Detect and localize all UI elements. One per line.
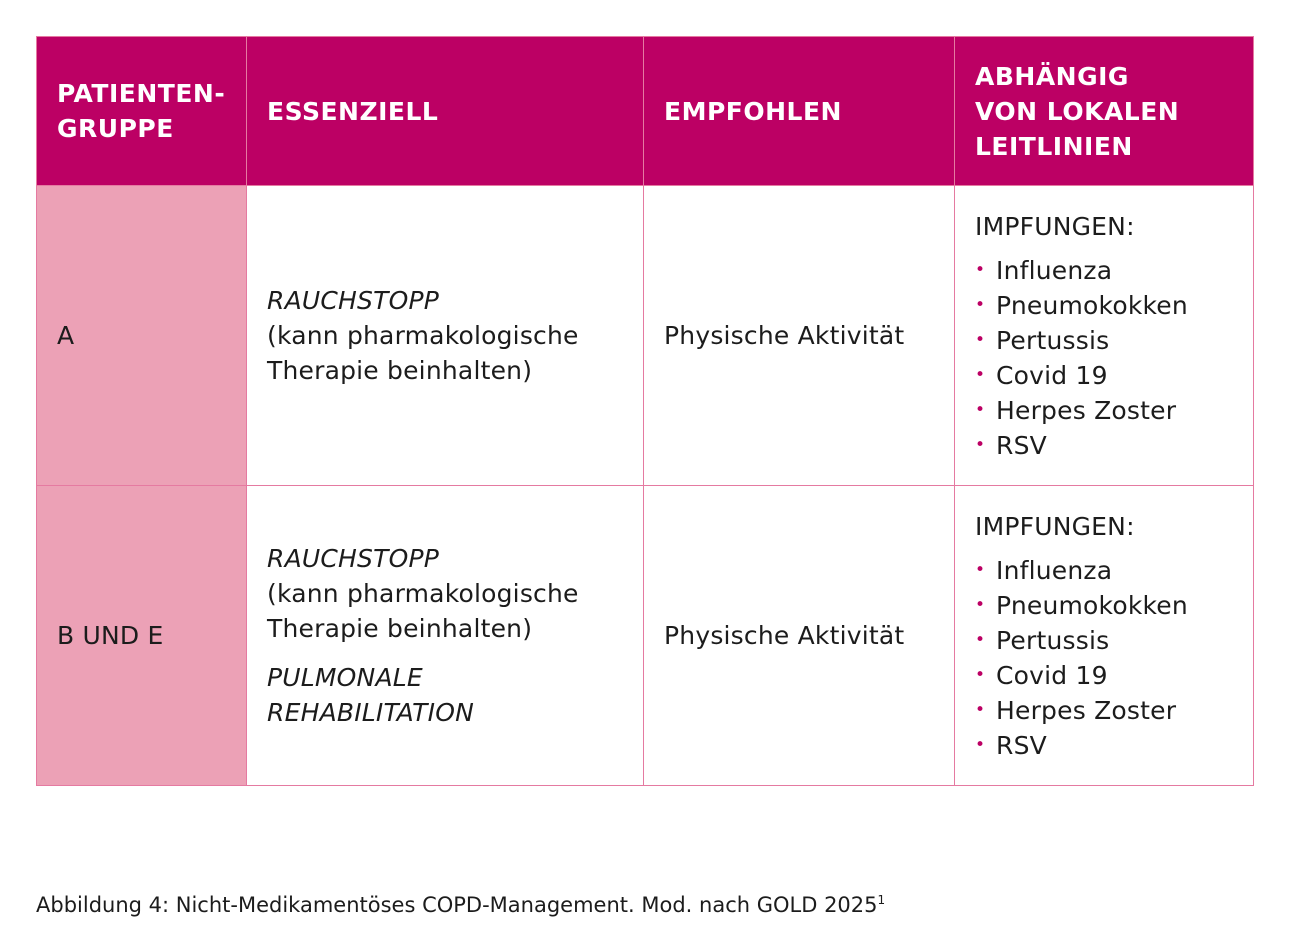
header-line: ESSENZIELL [267,96,439,126]
vaccination-name: Pertussis [996,325,1110,355]
header-row [37,37,1254,186]
patient-group-cell: A [37,186,247,486]
list-item [975,253,1233,288]
bullet-icon: • [975,699,986,720]
table-row [37,486,1254,786]
copd-management-table [36,36,1254,786]
patient-group-cell: B UND E [37,486,247,786]
vaccinations-title: IMPFUNGEN: [975,211,1135,241]
list-item [975,588,1233,623]
vaccinations-cell [955,486,1254,786]
header-line: GRUPPE [57,114,174,143]
header-local-guidelines [955,37,1254,186]
header-patient-group [37,37,247,186]
essential-measure-line: REHABILITATION [267,698,474,727]
table-body [37,186,1254,786]
vaccination-name: Influenza [996,555,1113,585]
bullet-icon: • [975,434,986,455]
vaccination-name: Influenza [996,255,1113,285]
list-item [975,358,1233,393]
essential-measure-line: PULMONALE [267,663,423,692]
vaccination-list [975,553,1233,763]
bullet-icon: • [975,329,986,350]
essential-measure-2 [267,660,623,730]
list-item [975,658,1233,693]
list-item [975,428,1233,463]
list-item [975,393,1233,428]
header-line: VON LOKALEN [975,96,1180,126]
bullet-icon: • [975,734,986,755]
header-line: PATIENTEN- [57,79,226,108]
caption-footnote-ref: 1 [877,893,886,907]
list-item [975,623,1233,658]
vaccinations-title: IMPFUNGEN: [975,511,1135,541]
list-item [975,693,1233,728]
bullet-icon: • [975,364,986,385]
bullet-icon: • [975,259,986,280]
vaccination-name: RSV [996,430,1047,460]
vaccinations-cell [955,186,1254,486]
vaccination-name: Pneumokokken [996,590,1188,620]
table-row [37,186,1254,486]
vaccination-name: RSV [996,730,1047,760]
header-line: LEITLINIEN [975,131,1133,161]
essential-note: (kann pharmakologische [267,321,579,350]
vaccination-name: Covid 19 [996,660,1108,690]
bullet-icon: • [975,294,986,315]
essential-measure: RAUCHSTOPP [267,544,439,573]
header-recommended [644,37,955,186]
bullet-icon: • [975,594,986,615]
recommended-cell: Physische Aktivität [644,486,955,786]
header-line: ABHÄNGIG [975,61,1129,91]
essential-note: Therapie beinhalten) [267,356,533,385]
essential-cell [247,486,644,786]
bullet-icon: • [975,399,986,420]
list-item [975,553,1233,588]
essential-note: (kann pharmakologische [267,579,579,608]
bullet-icon: • [975,664,986,685]
list-item [975,728,1233,763]
list-item [975,323,1233,358]
list-item [975,288,1233,323]
vaccination-name: Pneumokokken [996,290,1188,320]
vaccination-name: Covid 19 [996,360,1108,390]
essential-cell [247,186,644,486]
bullet-icon: • [975,629,986,650]
essential-measure: RAUCHSTOPP [267,286,439,315]
recommended-cell: Physische Aktivität [644,186,955,486]
header-line: EMPFOHLEN [664,96,842,126]
vaccination-list [975,253,1233,463]
essential-note: Therapie beinhalten) [267,614,533,643]
caption-text: Abbildung 4: Nicht-Medikamentöses COPD-Management. Mod. nach GOLD 2025 [36,893,878,917]
header-essential [247,37,644,186]
copd-management-table-wrap [36,36,1253,786]
vaccination-name: Herpes Zoster [996,395,1177,425]
vaccination-name: Pertussis [996,625,1110,655]
bullet-icon: • [975,559,986,580]
vaccination-name: Herpes Zoster [996,695,1177,725]
figure-caption [36,890,885,920]
